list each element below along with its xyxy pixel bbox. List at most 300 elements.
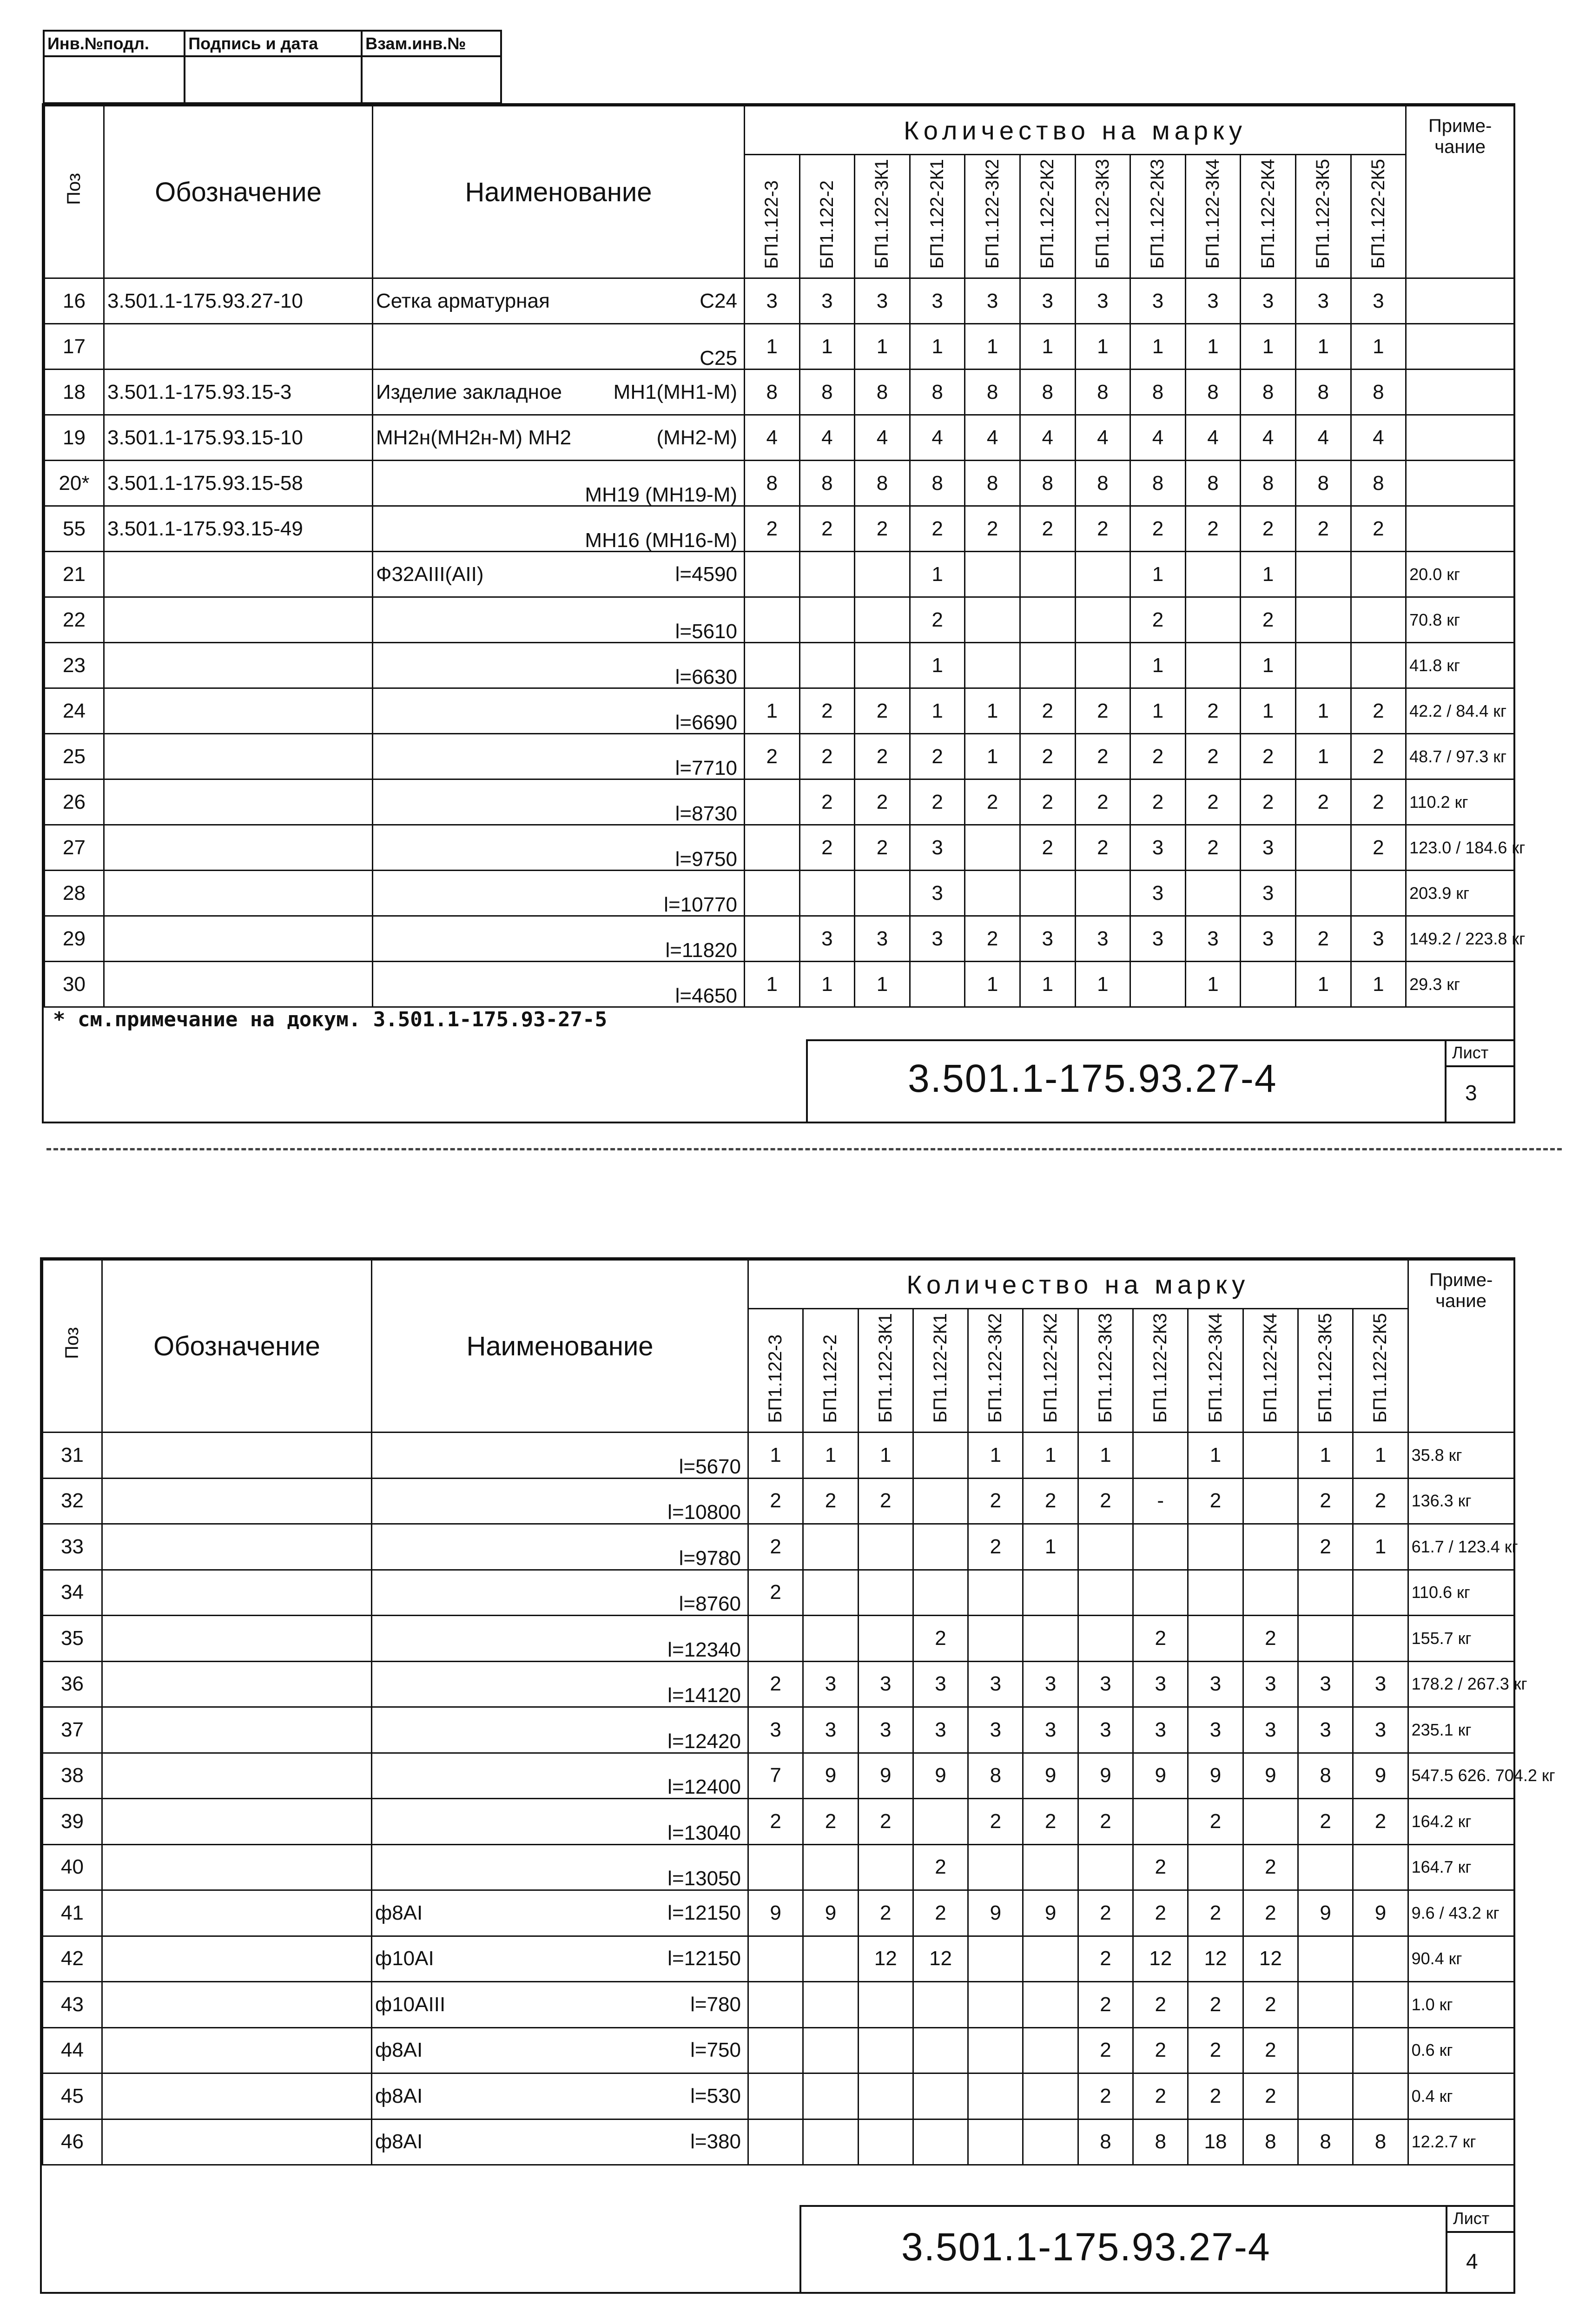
qty-cell: 1 — [745, 688, 800, 734]
qty-cell — [1353, 1982, 1408, 2028]
qty-cell: 2 — [1133, 2073, 1188, 2119]
qty-cell — [1075, 643, 1130, 688]
title-block-1 — [806, 1039, 1513, 1122]
qty-cell: 2 — [1351, 688, 1406, 734]
row-name — [373, 324, 745, 370]
row-pos: 46 — [43, 2119, 102, 2165]
qty-cell — [1298, 1982, 1353, 2028]
mark-label: БП1.122-3К1 — [875, 1313, 896, 1423]
qty-cell — [799, 871, 855, 916]
qty-cell: 3 — [1130, 825, 1186, 871]
row-name — [372, 1890, 748, 1936]
qty-cell: 3 — [803, 1661, 858, 1707]
qty-cell: 1 — [1295, 324, 1351, 370]
qty-cell — [858, 1982, 913, 2028]
qty-cell: 1 — [965, 324, 1020, 370]
table-row — [43, 1616, 1514, 1662]
table-row — [43, 2119, 1514, 2165]
row-size-text: l=5610 — [675, 620, 737, 643]
qty-cell: 2 — [1298, 1478, 1353, 1524]
qty-cell: 3 — [1130, 871, 1186, 916]
row-size-text: l=12400 — [667, 1776, 741, 1799]
qty-cell: 3 — [1020, 278, 1075, 324]
qty-cell: 3 — [858, 1707, 913, 1753]
qty-cell: 2 — [1023, 1478, 1078, 1524]
qty-cell: 2 — [1185, 506, 1241, 552]
table-row — [45, 278, 1514, 324]
row-note: 136.3 кг — [1408, 1478, 1514, 1524]
row-note: 149.2 / 223.8 кг — [1406, 916, 1514, 962]
qty-cell: 2 — [1243, 2027, 1298, 2073]
qty-cell — [803, 1844, 858, 1890]
qty-cell — [1241, 962, 1296, 1007]
qty-cell: 2 — [799, 825, 855, 871]
row-note — [1406, 370, 1514, 415]
qty-cell — [965, 552, 1020, 597]
qty-cell: 2 — [910, 779, 965, 825]
qty-cell: 2 — [1078, 1982, 1133, 2028]
header-qty-title: Количество на марку — [745, 106, 1406, 155]
qty-cell: 9 — [803, 1753, 858, 1799]
qty-cell: 3 — [1078, 1707, 1133, 1753]
qty-cell: 1 — [910, 643, 965, 688]
approval-stamp — [43, 30, 502, 104]
header-qty-title-2: Количество на марку — [748, 1260, 1408, 1309]
qty-cell: 2 — [1078, 1890, 1133, 1936]
qty-cell: 4 — [1241, 415, 1296, 461]
qty-cell — [1243, 1570, 1298, 1616]
table-row — [43, 1753, 1514, 1799]
qty-cell: 2 — [913, 1616, 968, 1662]
qty-cell — [913, 2119, 968, 2165]
row-pos: 41 — [43, 1890, 102, 1936]
row-pos: 37 — [43, 1707, 102, 1753]
row-name — [373, 552, 745, 597]
qty-cell — [968, 2073, 1023, 2119]
qty-cell — [1023, 2073, 1078, 2119]
row-note: 61.7 / 123.4 кг — [1408, 1524, 1514, 1570]
qty-cell: 8 — [1295, 370, 1351, 415]
mark-header — [1295, 155, 1351, 278]
qty-cell: 8 — [1351, 461, 1406, 506]
row-note: 0.6 кг — [1408, 2027, 1514, 2073]
qty-cell — [745, 597, 800, 643]
qty-cell — [1078, 1616, 1133, 1662]
qty-cell: 2 — [855, 506, 910, 552]
qty-cell — [803, 1570, 858, 1616]
qty-cell: 2 — [1075, 825, 1130, 871]
qty-cell: 1 — [748, 1433, 803, 1479]
qty-cell: 8 — [965, 461, 1020, 506]
qty-cell — [748, 2027, 803, 2073]
qty-cell — [1023, 1936, 1078, 1982]
qty-cell: 2 — [1133, 1616, 1188, 1662]
qty-cell: 2 — [913, 1890, 968, 1936]
qty-cell: 3 — [968, 1661, 1023, 1707]
qty-cell: 2 — [1133, 1982, 1188, 2028]
qty-cell — [1298, 1936, 1353, 1982]
qty-cell: 2 — [1241, 506, 1296, 552]
qty-cell — [1185, 643, 1241, 688]
mark-header — [855, 155, 910, 278]
row-note: 178.2 / 267.3 кг — [1408, 1661, 1514, 1707]
qty-cell: 1 — [1020, 324, 1075, 370]
row-name-text: Сетка арматурная — [376, 289, 550, 312]
qty-cell: 8 — [1133, 2119, 1188, 2165]
row-name — [373, 734, 745, 779]
row-designation — [102, 1982, 372, 2028]
qty-cell — [1295, 871, 1351, 916]
row-name — [373, 825, 745, 871]
row-pos: 38 — [43, 1753, 102, 1799]
qty-cell: 2 — [1020, 825, 1075, 871]
qty-cell: 1 — [1075, 324, 1130, 370]
table-row — [43, 1844, 1514, 1890]
header-designation-2: Обозначение — [102, 1260, 372, 1433]
row-name — [372, 1936, 748, 1982]
qty-cell: 1 — [855, 962, 910, 1007]
qty-cell: 12 — [858, 1936, 913, 1982]
qty-cell: 2 — [1130, 506, 1186, 552]
qty-cell: 2 — [1295, 779, 1351, 825]
qty-cell — [1351, 597, 1406, 643]
qty-cell — [855, 643, 910, 688]
qty-cell: 2 — [1078, 1936, 1133, 1982]
table-row — [43, 2073, 1514, 2119]
qty-cell — [913, 1524, 968, 1570]
qty-cell: 2 — [1075, 688, 1130, 734]
qty-cell: 3 — [1241, 916, 1296, 962]
qty-cell: 2 — [1075, 779, 1130, 825]
qty-cell: 8 — [1130, 461, 1186, 506]
qty-cell — [803, 1982, 858, 2028]
qty-cell: 3 — [803, 1707, 858, 1753]
qty-cell: 3 — [910, 278, 965, 324]
row-designation — [102, 1570, 372, 1616]
row-name-text: ф10АI — [375, 1947, 434, 1970]
qty-cell — [1133, 1433, 1188, 1479]
qty-cell: 2 — [1188, 1890, 1243, 1936]
qty-cell — [855, 552, 910, 597]
qty-cell: 2 — [1188, 2073, 1243, 2119]
qty-cell: 2 — [1243, 2073, 1298, 2119]
qty-cell: 2 — [1188, 1799, 1243, 1845]
qty-cell — [803, 2027, 858, 2073]
row-size-text: l=13050 — [667, 1867, 741, 1890]
sheet-divider — [46, 1148, 1562, 1150]
qty-cell: 2 — [855, 825, 910, 871]
mark-label: БП1.122-3К3 — [1092, 159, 1113, 269]
row-name — [373, 415, 745, 461]
row-designation — [102, 1799, 372, 1845]
row-note: 70.8 кг — [1406, 597, 1514, 643]
qty-cell: 3 — [913, 1661, 968, 1707]
header-name-2: Наименование — [372, 1260, 748, 1433]
header-note: Приме-чание — [1406, 106, 1514, 278]
qty-cell — [748, 1844, 803, 1890]
mark-header — [803, 1309, 858, 1433]
qty-cell: 2 — [1020, 734, 1075, 779]
qty-cell: 1 — [968, 1433, 1023, 1479]
qty-cell: 4 — [1295, 415, 1351, 461]
row-size-text: МН19 (МН19-М) — [585, 483, 737, 506]
mark-label: БП1.122-3К1 — [872, 159, 892, 269]
qty-cell — [968, 2027, 1023, 2073]
qty-cell: 2 — [855, 734, 910, 779]
qty-cell: 9 — [968, 1890, 1023, 1936]
qty-cell: 1 — [1020, 962, 1075, 1007]
row-size-text: МН16 (МН16-М) — [585, 528, 737, 552]
row-size-text: l=4650 — [675, 984, 737, 1007]
qty-cell: 1 — [1351, 962, 1406, 1007]
qty-cell: 3 — [1020, 916, 1075, 962]
qty-cell: 1 — [855, 324, 910, 370]
qty-cell: 3 — [1353, 1661, 1408, 1707]
table-row — [45, 962, 1514, 1007]
row-pos: 40 — [43, 1844, 102, 1890]
row-note: 110.2 кг — [1406, 779, 1514, 825]
qty-cell: 2 — [1075, 506, 1130, 552]
qty-cell: 3 — [913, 1707, 968, 1753]
qty-cell: 3 — [799, 916, 855, 962]
qty-cell — [748, 1982, 803, 2028]
qty-cell: 8 — [910, 461, 965, 506]
qty-cell — [1295, 552, 1351, 597]
qty-cell — [1353, 1936, 1408, 1982]
mark-label: БП1.122-2К1 — [930, 1313, 951, 1423]
row-designation — [102, 1753, 372, 1799]
qty-cell: 3 — [1130, 278, 1186, 324]
qty-cell: 3 — [910, 825, 965, 871]
table-row — [43, 1982, 1514, 2028]
qty-cell: 1 — [965, 962, 1020, 1007]
qty-cell: 2 — [965, 506, 1020, 552]
row-designation — [102, 1707, 372, 1753]
qty-cell: 2 — [968, 1524, 1023, 1570]
footnote: * см.примечание на докум. 3.501.1-175.93-27-5 — [53, 1008, 608, 1031]
qty-cell: 2 — [1133, 2027, 1188, 2073]
mark-label: БП1.122-3 — [765, 1334, 786, 1423]
qty-cell: 3 — [1295, 278, 1351, 324]
sheet-num-box-1 — [1445, 1041, 1515, 1123]
sheet-label-2: Лист — [1453, 2209, 1490, 2228]
row-pos: 39 — [43, 1799, 102, 1845]
qty-cell: 2 — [1130, 779, 1186, 825]
qty-cell: 3 — [1351, 916, 1406, 962]
qty-cell — [748, 2073, 803, 2119]
row-name — [373, 370, 745, 415]
mark-header — [1298, 1309, 1353, 1433]
mark-header — [968, 1309, 1023, 1433]
qty-cell: 2 — [910, 734, 965, 779]
row-designation — [102, 1524, 372, 1570]
row-pos: 44 — [43, 2027, 102, 2073]
qty-cell — [968, 1570, 1023, 1616]
qty-cell: 8 — [1185, 461, 1241, 506]
row-pos: 35 — [43, 1616, 102, 1662]
qty-cell — [1023, 2027, 1078, 2073]
qty-cell: 8 — [855, 461, 910, 506]
qty-cell — [1351, 552, 1406, 597]
row-name — [372, 1753, 748, 1799]
qty-cell: 9 — [1298, 1890, 1353, 1936]
qty-cell: 18 — [1188, 2119, 1243, 2165]
row-note: 1.0 кг — [1408, 1982, 1514, 2028]
qty-cell — [1020, 643, 1075, 688]
row-designation — [102, 1890, 372, 1936]
qty-cell: 1 — [1295, 962, 1351, 1007]
row-designation — [102, 2119, 372, 2165]
qty-cell — [1130, 962, 1186, 1007]
qty-cell: 1 — [1078, 1433, 1133, 1479]
row-note: 42.2 / 84.4 кг — [1406, 688, 1514, 734]
row-note — [1406, 415, 1514, 461]
qty-cell: 2 — [745, 506, 800, 552]
qty-cell — [1075, 871, 1130, 916]
qty-cell: 1 — [745, 324, 800, 370]
qty-cell: 2 — [1351, 734, 1406, 779]
qty-cell: 2 — [799, 779, 855, 825]
qty-cell: 9 — [1133, 1753, 1188, 1799]
row-name — [372, 1844, 748, 1890]
qty-cell: 2 — [1241, 597, 1296, 643]
qty-cell — [1243, 1433, 1298, 1479]
mark-header — [1023, 1309, 1078, 1433]
qty-cell: 4 — [1351, 415, 1406, 461]
stamp-replace-cell — [362, 56, 501, 103]
qty-cell: 8 — [1020, 370, 1075, 415]
row-note: 203.9 кг — [1406, 871, 1514, 916]
qty-cell: 1 — [1130, 324, 1186, 370]
row-designation — [104, 597, 373, 643]
row-name — [372, 1478, 748, 1524]
row-note — [1406, 506, 1514, 552]
qty-cell: 8 — [968, 1753, 1023, 1799]
row-designation — [104, 962, 373, 1007]
qty-cell: 3 — [858, 1661, 913, 1707]
row-designation — [102, 1844, 372, 1890]
qty-cell: 8 — [1020, 461, 1075, 506]
table-row — [43, 1799, 1514, 1845]
row-designation: 3.501.1-175.93.15-10 — [104, 415, 373, 461]
qty-cell — [1185, 552, 1241, 597]
table-row — [43, 1524, 1514, 1570]
qty-cell — [913, 1433, 968, 1479]
qty-cell: 2 — [1185, 688, 1241, 734]
row-note: 41.8 кг — [1406, 643, 1514, 688]
qty-cell — [1351, 871, 1406, 916]
row-size-text: l=10800 — [667, 1501, 741, 1524]
row-name — [373, 871, 745, 916]
qty-cell: 1 — [910, 688, 965, 734]
qty-cell: 1 — [1075, 962, 1130, 1007]
table-row — [45, 825, 1514, 871]
qty-cell — [1243, 1478, 1298, 1524]
qty-cell: 3 — [1351, 278, 1406, 324]
qty-cell: 9 — [1023, 1890, 1078, 1936]
mark-label: БП1.122-3К4 — [1202, 159, 1223, 269]
qty-cell — [1020, 597, 1075, 643]
mark-header — [858, 1309, 913, 1433]
qty-cell: 2 — [1020, 779, 1075, 825]
qty-cell: 2 — [1241, 779, 1296, 825]
row-size-text: l=12150 — [667, 1947, 741, 1970]
mark-header — [1130, 155, 1186, 278]
qty-cell: 8 — [1075, 370, 1130, 415]
row-pos: 16 — [45, 278, 104, 324]
header-note-2: Приме-чание — [1408, 1260, 1514, 1433]
row-name — [373, 962, 745, 1007]
qty-cell: 3 — [799, 278, 855, 324]
qty-cell: 2 — [748, 1661, 803, 1707]
mark-label: БП1.122-2К2 — [1040, 1313, 1061, 1423]
qty-cell: 3 — [1075, 278, 1130, 324]
qty-cell — [913, 1478, 968, 1524]
qty-cell: 2 — [910, 506, 965, 552]
qty-cell — [968, 1616, 1023, 1662]
qty-cell: 3 — [855, 278, 910, 324]
qty-cell: 2 — [1188, 1982, 1243, 2028]
mark-label: БП1.122-2 — [816, 180, 837, 269]
row-pos: 42 — [43, 1936, 102, 1982]
row-name — [373, 916, 745, 962]
qty-cell: 2 — [910, 597, 965, 643]
row-note: 164.2 кг — [1408, 1799, 1514, 1845]
table-row — [43, 1433, 1514, 1479]
qty-cell: 2 — [1298, 1799, 1353, 1845]
row-name — [372, 1570, 748, 1616]
qty-cell — [968, 1844, 1023, 1890]
sheet-1 — [42, 103, 1526, 1123]
qty-cell: 4 — [965, 415, 1020, 461]
row-name-text: ф10АIII — [375, 1993, 446, 2016]
qty-cell: 2 — [855, 688, 910, 734]
qty-cell: 1 — [1130, 688, 1186, 734]
qty-cell — [858, 1570, 913, 1616]
mark-label: БП1.122-3К5 — [1315, 1313, 1336, 1423]
row-name — [372, 1616, 748, 1662]
qty-cell — [803, 1524, 858, 1570]
row-size-text: l=750 — [690, 2039, 741, 2062]
row-pos: 32 — [43, 1478, 102, 1524]
qty-cell: 8 — [1078, 2119, 1133, 2165]
stamp-replace-label: Взам.инв.№ — [362, 31, 501, 56]
mark-label: БП1.122-2К4 — [1260, 1313, 1281, 1423]
row-size-text: l=7710 — [675, 756, 737, 779]
qty-cell: 2 — [1130, 734, 1186, 779]
qty-cell: 9 — [1353, 1753, 1408, 1799]
mark-label: БП1.122-2К5 — [1370, 1313, 1391, 1423]
qty-cell: 2 — [1243, 1982, 1298, 2028]
qty-cell — [1295, 825, 1351, 871]
qty-cell: 1 — [1023, 1524, 1078, 1570]
row-size-text: (МН2-М) — [656, 426, 737, 449]
qty-cell: 3 — [1023, 1707, 1078, 1753]
table-row — [43, 1570, 1514, 1616]
qty-cell — [1295, 643, 1351, 688]
qty-cell: 1 — [1241, 552, 1296, 597]
row-designation — [104, 779, 373, 825]
qty-cell: 3 — [855, 916, 910, 962]
table-row — [45, 552, 1514, 597]
qty-cell: 2 — [799, 688, 855, 734]
qty-cell — [913, 2027, 968, 2073]
qty-cell — [1295, 597, 1351, 643]
qty-cell — [1298, 1570, 1353, 1616]
qty-cell: 3 — [1023, 1661, 1078, 1707]
qty-cell — [910, 962, 965, 1007]
qty-cell — [1298, 2027, 1353, 2073]
